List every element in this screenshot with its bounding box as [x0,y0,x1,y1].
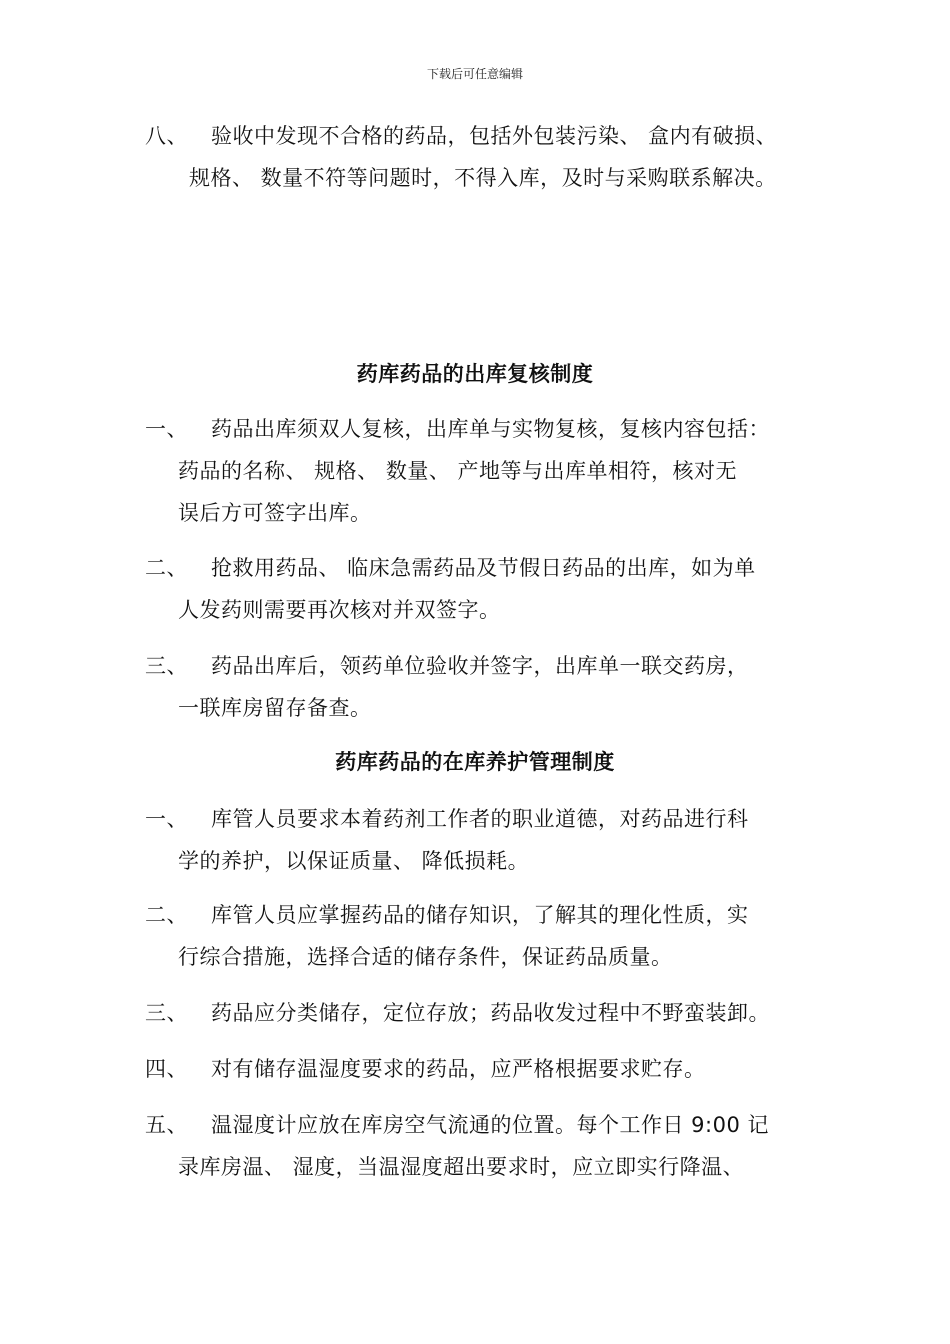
list-item [145,1048,825,1090]
page-header: 下载后可任意编辑 [426,67,523,81]
item-text-line: 行综合措施，选择合适的储存条件，保证药品质量。 [178,945,673,969]
item-text-line: 库管人员应掌握药品的储存知识，了解其的理化性质，实 [211,903,749,927]
item-text-line: 学的养护，以保证质量、 降低损耗。 [178,849,530,873]
list-item [145,645,825,729]
item-text-line: 药品的名称、 规格、 数量、 产地等与出库单相符，核对无 [178,459,738,483]
list-item [145,992,825,1034]
item-text-line: 药品出库须双人复核，出库单与实物复核，复核内容包括： [211,417,770,441]
item-number: 三、 [145,654,188,678]
section-heading-outbound: 药库药品的出库复核制度 [356,362,594,386]
section-heading-storage: 药库药品的在库养护管理制度 [335,750,615,774]
item-text-line: 人发药则需要再次核对并双签字。 [178,598,501,622]
item-number: 五、 [145,1113,188,1137]
item-number: 二、 [145,556,188,580]
item-text-line: 验收中发现不合格的药品，包括外包装污染、 盒内有破损、 [211,124,778,148]
item-number: 三、 [145,1001,188,1025]
item-number: 一、 [145,417,188,441]
top-list-item [145,115,825,199]
item-text-line: 一联库房留存备查。 [178,696,372,720]
item-text-line: 库管人员要求本着药剂工作者的职业道德，对药品进行科 [211,807,749,831]
item-number: 八、 [145,124,188,148]
item-number: 二、 [145,903,188,927]
item-number: 一、 [145,807,188,831]
item-text-line: 温湿度计应放在库房空气流通的位置。每个工作日 9:00 记 [211,1113,770,1137]
item-text-line: 对有储存温湿度要求的药品，应严格根据要求贮存。 [211,1057,706,1081]
item-number: 四、 [145,1057,188,1081]
list-item [145,408,825,534]
item-text-line: 药品出库后，领药单位验收并签字，出库单一联交药房， [211,654,749,678]
item-text-line: 规格、 数量不符等问题时，不得入库，及时与采购联系解决。 [189,166,777,190]
item-text-line: 抢救用药品、 临床急需药品及节假日药品的出库，如为单 [211,556,756,580]
item-text-line: 误后方可签字出库。 [178,501,372,525]
list-item [145,547,825,631]
list-item [145,894,825,978]
item-text-line: 药品应分类储存，定位存放；药品收发过程中不野蛮装卸。 [211,1001,770,1025]
list-item [145,1104,825,1188]
list-item [145,798,825,882]
item-text-line: 录库房温、 湿度，当温湿度超出要求时，应立即实行降温、 [178,1155,745,1179]
